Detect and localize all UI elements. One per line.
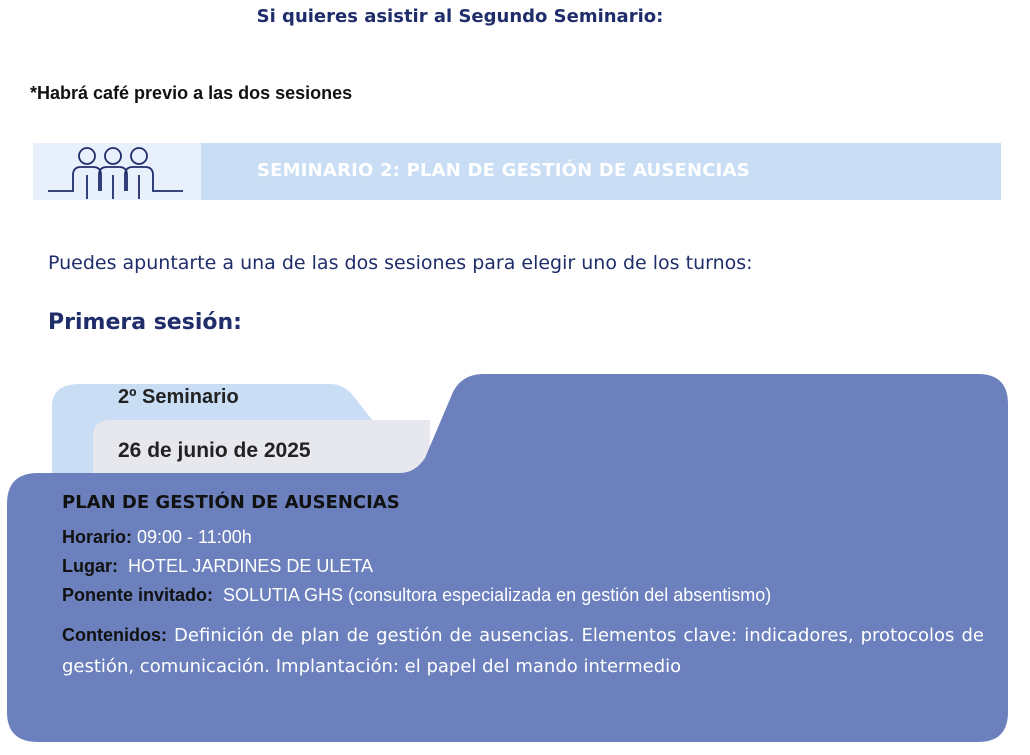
contenidos-paragraph	[62, 620, 984, 682]
lugar-line	[62, 556, 984, 577]
banner-title: SEMINARIO 2: PLAN DE GESTIÓN DE AUSENCIAS	[257, 160, 750, 181]
horario-label: Horario:	[62, 527, 133, 547]
session-card-body	[62, 492, 984, 682]
date-tab-label: 26 de junio de 2025	[118, 439, 311, 462]
intro-text: Puedes apuntarte a una de las dos sesiones para elegir uno de los turnos:	[48, 252, 753, 274]
horario-line	[62, 527, 984, 548]
ponente-label: Ponente invitado:	[62, 585, 214, 605]
session-title: Primera sesión:	[48, 310, 242, 335]
contenidos-value: Definición de plan de gestión de ausencias. Elementos clave: indicadores, protocolos de gestión, comunicación. Implantación: el papel del mando intermedio	[62, 625, 984, 677]
contenidos-label: Contenidos:	[62, 625, 167, 645]
ponente-line	[62, 585, 984, 606]
horario-value: 09:00 - 11:00h	[132, 527, 252, 547]
seminar-tab-label: 2º Seminario	[118, 386, 239, 408]
lugar-value: HOTEL JARDINES DE ULETA	[118, 556, 374, 576]
card-title: PLAN DE GESTIÓN DE AUSENCIAS	[62, 492, 400, 513]
seminar-banner	[33, 143, 1001, 200]
page-heading: Si quieres asistir al Segundo Seminario:	[256, 6, 664, 27]
ponente-value: SOLUTIA GHS (consultora especializada en gestión del absentismo)	[213, 585, 772, 605]
lugar-label: Lugar:	[62, 556, 118, 576]
people-meeting-icon	[43, 145, 193, 199]
coffee-note: *Habrá café previo a las dos sesiones	[30, 83, 353, 103]
